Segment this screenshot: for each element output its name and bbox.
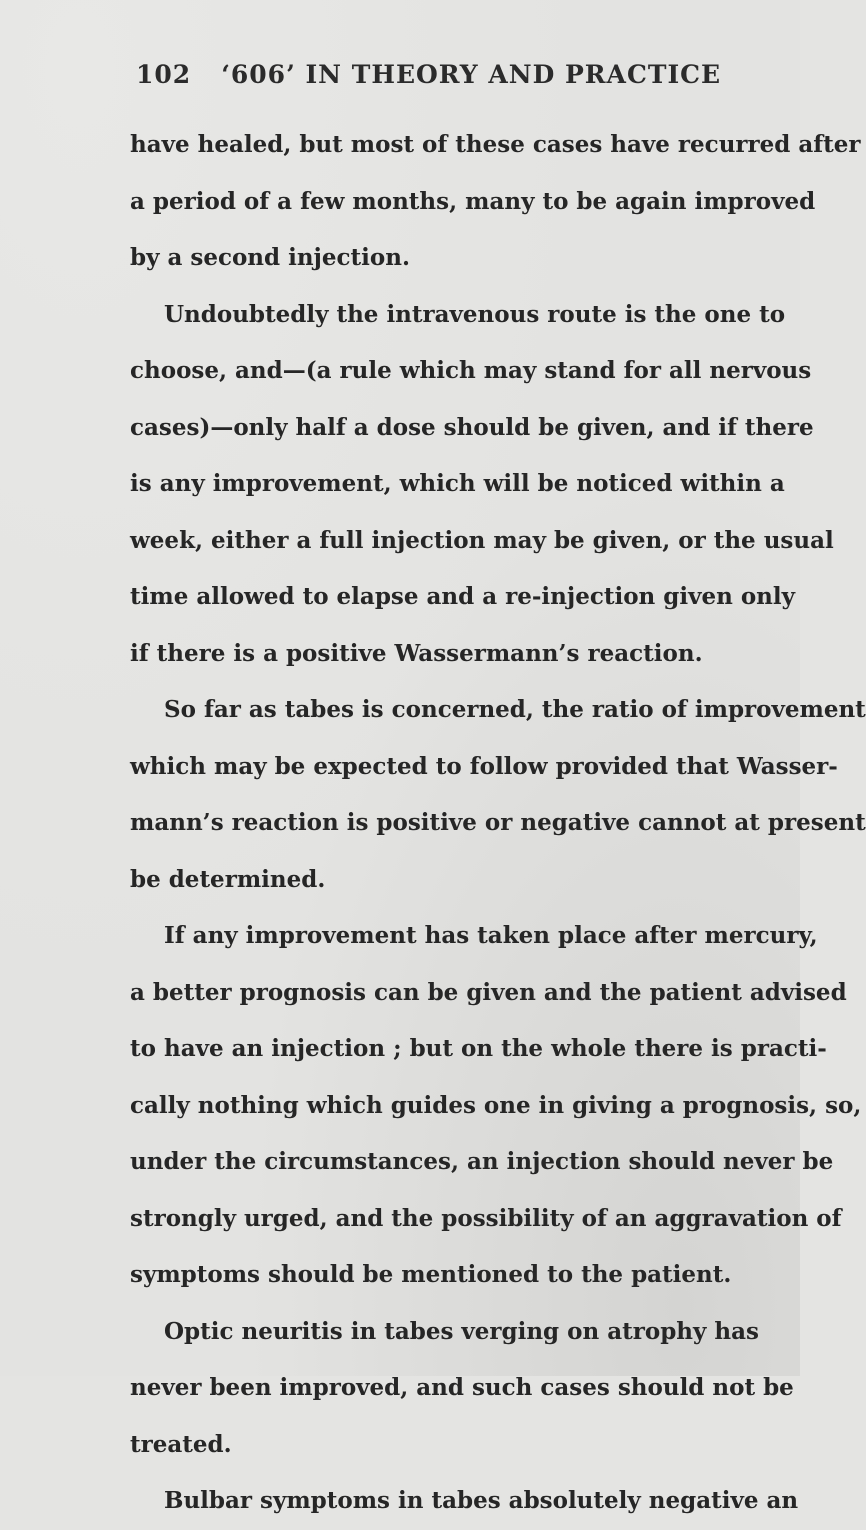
text-line: So far as tabes is concerned, the ratio of improvement	[164, 696, 866, 723]
text-line: week, either a full injection may be given, or the usual	[130, 526, 834, 554]
running-title: ‘606’ IN THEORY AND PRACTICE	[221, 60, 722, 89]
text-line: choose, and—(a rule which may stand for all nervous	[130, 357, 812, 384]
text-line: never been improved, and such cases should not be	[130, 1374, 794, 1401]
text-line: is any improvement, which will be noticed within a	[130, 470, 785, 497]
text-line: Bulbar symptoms in tabes absolutely negative an	[164, 1487, 799, 1514]
running-head	[136, 60, 721, 89]
text-line: to have an injection ; but on the whole there is practi-	[130, 1035, 827, 1062]
text-line: by a second injection.	[130, 244, 410, 271]
text-line: cally nothing which guides one in giving a prognosis, so,	[130, 1091, 862, 1119]
text-line: time allowed to elapse and a re-injection given only	[130, 583, 795, 610]
text-line: a period of a few months, many to be again improved	[130, 187, 816, 215]
text-line: treated.	[130, 1430, 232, 1458]
text-line: under the circumstances, an injection should never be	[130, 1148, 834, 1175]
text-line: Optic neuritis in tabes verging on atrophy has	[164, 1317, 759, 1345]
text-line: Undoubtedly the intravenous route is the one to	[164, 300, 786, 328]
text-line: which may be expected to follow provided that Wasser-	[130, 752, 838, 780]
text-line: symptoms should be mentioned to the patient.	[130, 1261, 732, 1288]
page-number: 102	[136, 60, 192, 89]
text-line: if there is a positive Wassermann’s reaction.	[130, 639, 703, 667]
text-line: be determined.	[130, 865, 326, 893]
text-line: have healed, but most of these cases have recurred after	[130, 131, 861, 158]
text-line: If any improvement has taken place after mercury,	[164, 922, 818, 949]
text-line: cases)—only half a dose should be given, and if there	[130, 413, 814, 441]
text-line: strongly urged, and the possibility of an aggravation of	[130, 1204, 842, 1232]
body-text	[130, 117, 866, 1530]
text-line: a better prognosis can be given and the patient advised	[130, 978, 847, 1006]
text-line: mann’s reaction is positive or negative cannot at present	[130, 809, 866, 836]
